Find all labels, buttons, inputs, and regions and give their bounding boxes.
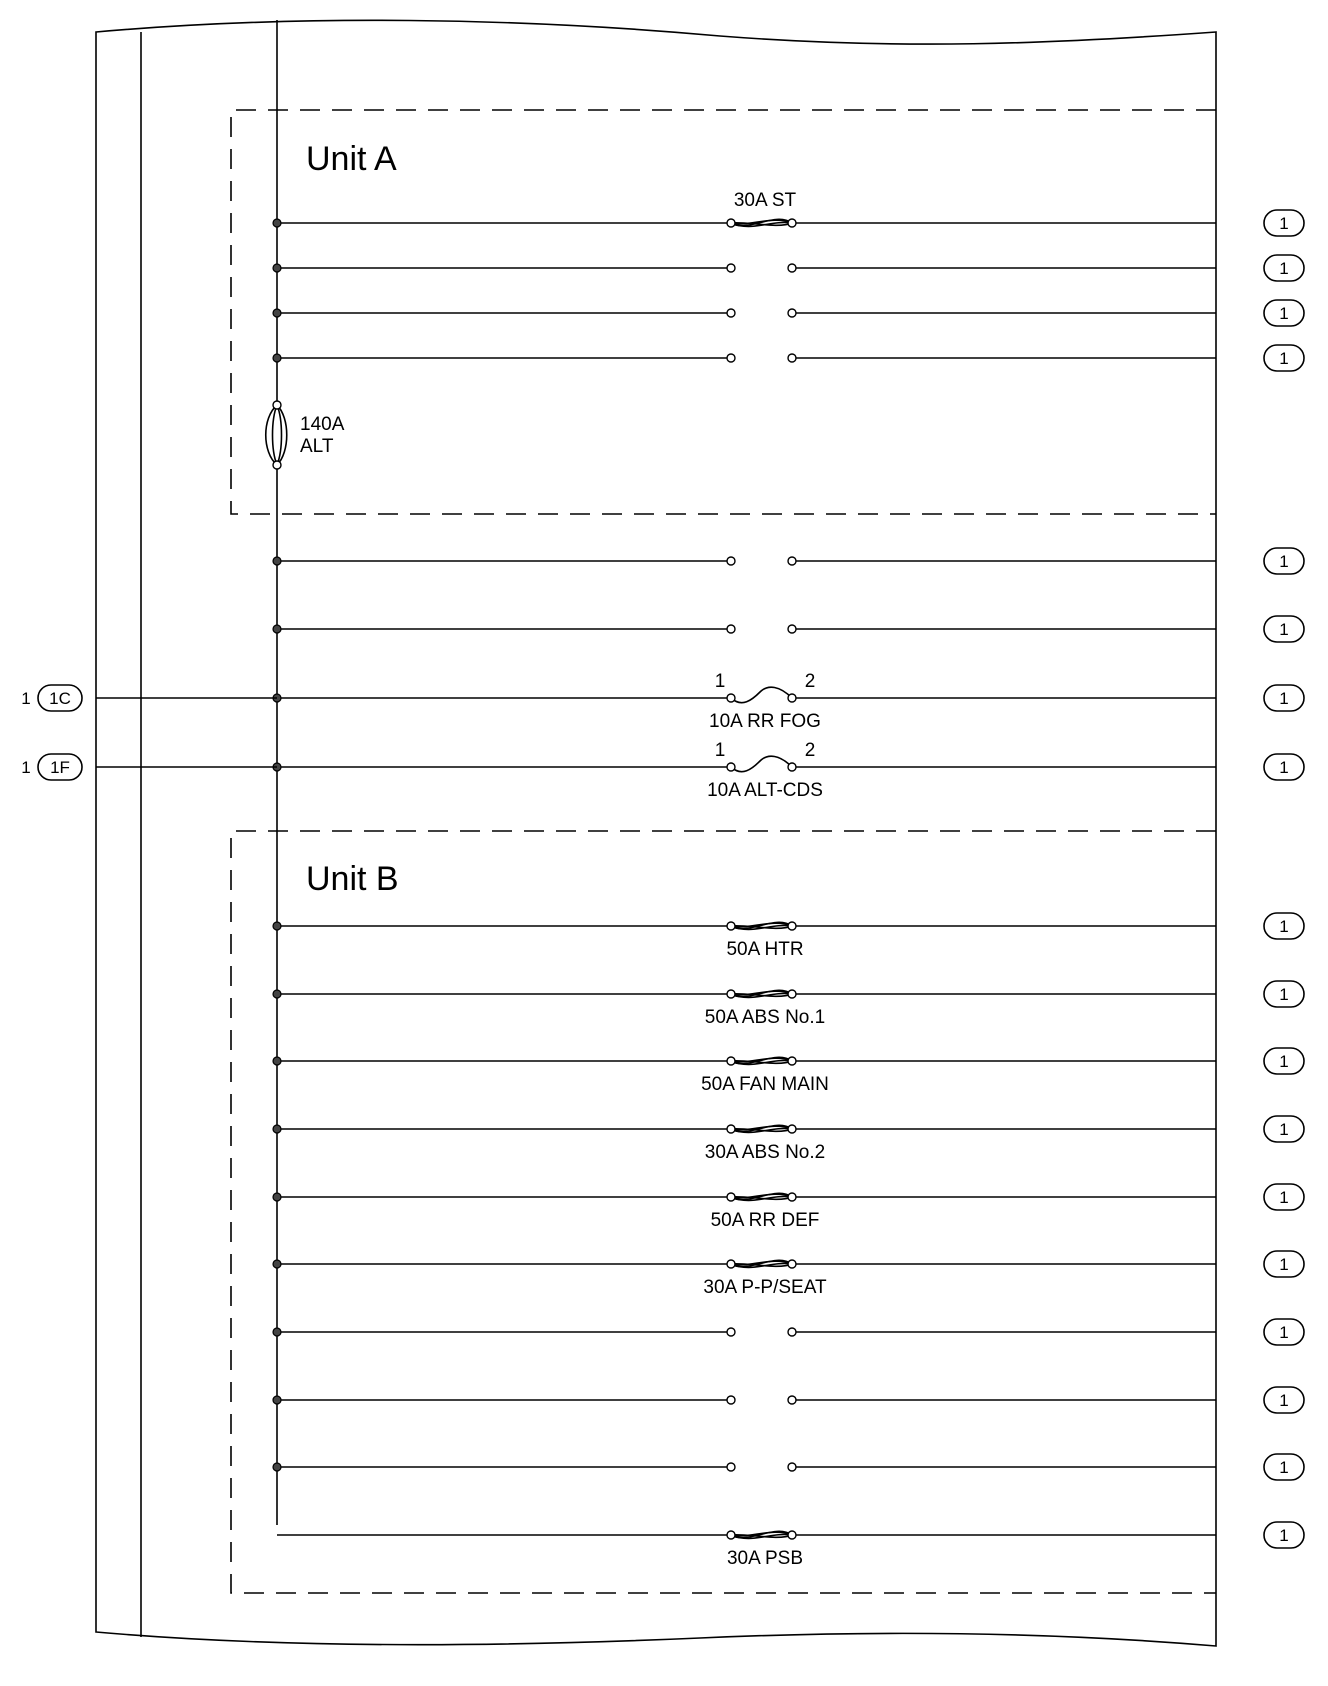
connector-badge <box>1264 1454 1304 1480</box>
circuit-c17 <box>273 1454 1304 1480</box>
fuse-element <box>731 1125 792 1132</box>
connector-label: 1 <box>1279 1323 1289 1342</box>
pin-right-label: 2 <box>804 671 816 692</box>
fuse-element <box>731 922 792 929</box>
circuit-c10 <box>273 981 1304 1028</box>
connector-label: 1 <box>1279 1526 1289 1545</box>
connector-badge <box>1264 548 1304 574</box>
connector-label: 1 <box>1279 1120 1289 1139</box>
fuse-label: 50A FAN MAIN <box>701 1074 829 1095</box>
circuit-c18 <box>277 1522 1304 1569</box>
connector-badge <box>1264 616 1304 642</box>
circuit-c16 <box>273 1387 1304 1413</box>
pin-right-label: 2 <box>804 740 816 761</box>
circuit-c8 <box>21 740 1304 801</box>
fuse-element <box>731 990 792 997</box>
unit-b-title: Unit B <box>306 860 399 898</box>
circuit-c13 <box>273 1184 1304 1231</box>
connector-label: 1 <box>1279 552 1289 571</box>
circuit-c4 <box>273 345 1304 371</box>
fuse-label: 30A ABS No.2 <box>704 1142 826 1163</box>
input-pin-label: 1 <box>21 689 31 708</box>
fuse-label: 50A ABS No.1 <box>704 1007 826 1028</box>
circuit-c3 <box>273 300 1304 326</box>
connector-label: 1 <box>1279 1188 1289 1207</box>
connector-label: 1 <box>1279 1052 1289 1071</box>
connector-label: 1 <box>1279 1458 1289 1477</box>
circuit-c12 <box>273 1116 1304 1163</box>
input-connector <box>21 754 277 780</box>
connector-label: 1 <box>1279 620 1289 639</box>
connector-label: 1 <box>1279 689 1289 708</box>
connector-badge <box>1264 1116 1304 1142</box>
connector-badge <box>1264 754 1304 780</box>
fuse-element <box>731 1193 792 1200</box>
connector-badge <box>1264 1184 1304 1210</box>
fuse-element <box>731 687 792 702</box>
connector-badge <box>1264 1522 1304 1548</box>
circuit-c5 <box>273 548 1304 574</box>
sheet-outline <box>96 20 1216 1646</box>
connector-badge <box>1264 1048 1304 1074</box>
main-fuse-name: ALT <box>300 436 334 457</box>
input-connector-label: 1F <box>50 758 70 777</box>
circuit-c2 <box>273 255 1304 281</box>
connector-label: 1 <box>1279 214 1289 233</box>
fuse-element <box>731 1260 792 1267</box>
circuit-c9 <box>273 913 1304 960</box>
fuse-label: 30A ST <box>733 190 797 211</box>
connector-label: 1 <box>1279 1391 1289 1410</box>
circuit-c7 <box>21 671 1304 732</box>
connector-badge <box>1264 1319 1304 1345</box>
fuse-label: 30A PSB <box>726 1548 804 1569</box>
connector-badge <box>1264 685 1304 711</box>
connector-badge <box>1264 913 1304 939</box>
connector-badge <box>1264 255 1304 281</box>
connector-label: 1 <box>1279 1255 1289 1274</box>
circuit-c15 <box>273 1319 1304 1345</box>
connector-badge <box>1264 1251 1304 1277</box>
fuse-label: 30A P-P/SEAT <box>703 1277 827 1298</box>
main-fuse-alt <box>266 401 345 469</box>
connector-badge <box>1264 1387 1304 1413</box>
circuit-c6 <box>273 616 1304 642</box>
fuse-label: 50A HTR <box>726 939 804 960</box>
connector-label: 1 <box>1279 758 1289 777</box>
fuse-label: 10A RR FOG <box>709 711 821 732</box>
connector-badge <box>1264 981 1304 1007</box>
connector-badge <box>1264 300 1304 326</box>
connector-badge <box>1264 345 1304 371</box>
connector-label: 1 <box>1279 985 1289 1004</box>
pin-left-label: 1 <box>714 671 726 692</box>
connector-label: 1 <box>1279 259 1289 278</box>
pin-left-label: 1 <box>714 740 726 761</box>
circuit-c1 <box>273 190 1304 236</box>
unit-a-title: Unit A <box>306 140 397 178</box>
input-connector <box>21 685 277 711</box>
circuit-c14 <box>273 1251 1304 1298</box>
input-pin-label: 1 <box>21 758 31 777</box>
circuit-rows <box>21 190 1304 1569</box>
connector-badge <box>1264 210 1304 236</box>
fuse-label: 10A ALT-CDS <box>707 780 823 801</box>
connector-label: 1 <box>1279 349 1289 368</box>
fuse-element <box>731 1057 792 1064</box>
connector-label: 1 <box>1279 304 1289 323</box>
fuse-element <box>731 219 792 226</box>
fuse-label: 50A RR DEF <box>710 1210 820 1231</box>
input-connector-label: 1C <box>49 689 71 708</box>
fuse-element <box>731 1531 792 1538</box>
connector-label: 1 <box>1279 917 1289 936</box>
circuit-c11 <box>273 1048 1304 1095</box>
fuse-element <box>731 756 792 771</box>
main-fuse-amp: 140A <box>300 414 345 435</box>
